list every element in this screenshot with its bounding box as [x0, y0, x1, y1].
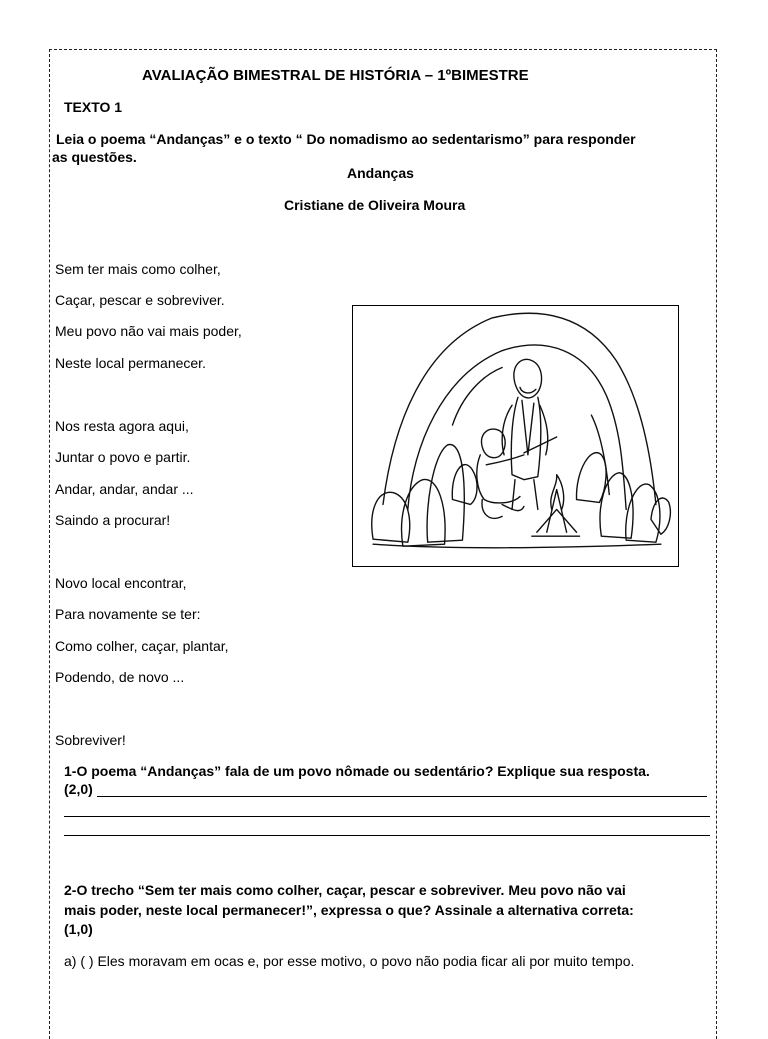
poem-verse: Sem ter mais como colher,: [55, 261, 221, 277]
answer-line[interactable]: [64, 816, 710, 817]
poem-title: Andanças: [347, 165, 414, 181]
cave-people-around-fire-icon: [353, 306, 678, 566]
poem-verse: Meu povo não vai mais poder,: [55, 323, 242, 339]
poem-verse: Novo local encontrar,: [55, 575, 187, 591]
poem-verse: Neste local permanecer.: [55, 355, 206, 371]
question-2-option-a[interactable]: a) ( ) Eles moravam em ocas e, por esse motivo, o povo não podia ficar ali por muito tempo.: [64, 953, 635, 969]
poem-verse: Como colher, caçar, plantar,: [55, 638, 229, 654]
poem-verse: Saindo a procurar!: [55, 512, 171, 528]
question-2: 2-O trecho “Sem ter mais como colher, caçar, pescar e sobreviver. Meu povo não vai: [64, 882, 626, 898]
question-2-score: (1,0): [64, 921, 93, 937]
answer-line[interactable]: [97, 796, 707, 797]
poem-verse: Sobreviver!: [55, 732, 126, 748]
instruction-line-2: as questões.: [52, 149, 137, 165]
poem-author: Cristiane de Oliveira Moura: [284, 197, 466, 213]
poem-verse: Para novamente se ter:: [55, 606, 201, 622]
answer-line[interactable]: [64, 835, 710, 836]
poem-verse: Podendo, de novo ...: [55, 669, 185, 685]
question-1: 1-O poema “Andanças” fala de um povo nômade ou sedentário? Explique sua resposta.: [64, 763, 650, 779]
poem-verse: Caçar, pescar e sobreviver.: [55, 292, 225, 308]
cave-illustration: [352, 305, 679, 567]
poem-verse: Andar, andar, andar ...: [55, 481, 194, 497]
question-1-score: (2,0): [64, 781, 93, 797]
instruction-line-1: Leia o poema “Andanças” e o texto “ Do nomadismo ao sedentarismo” para responder: [56, 131, 636, 147]
page-title: AVALIAÇÃO BIMESTRAL DE HISTÓRIA – 1ºBIMESTRE: [142, 67, 529, 84]
poem-verse: Juntar o povo e partir.: [55, 449, 191, 465]
question-2-line-2: mais poder, neste local permanecer!”, expressa o que? Assinale a alternativa correta:: [64, 902, 634, 918]
section-label: TEXTO 1: [64, 99, 123, 115]
poem-verse: Nos resta agora aqui,: [55, 418, 189, 434]
